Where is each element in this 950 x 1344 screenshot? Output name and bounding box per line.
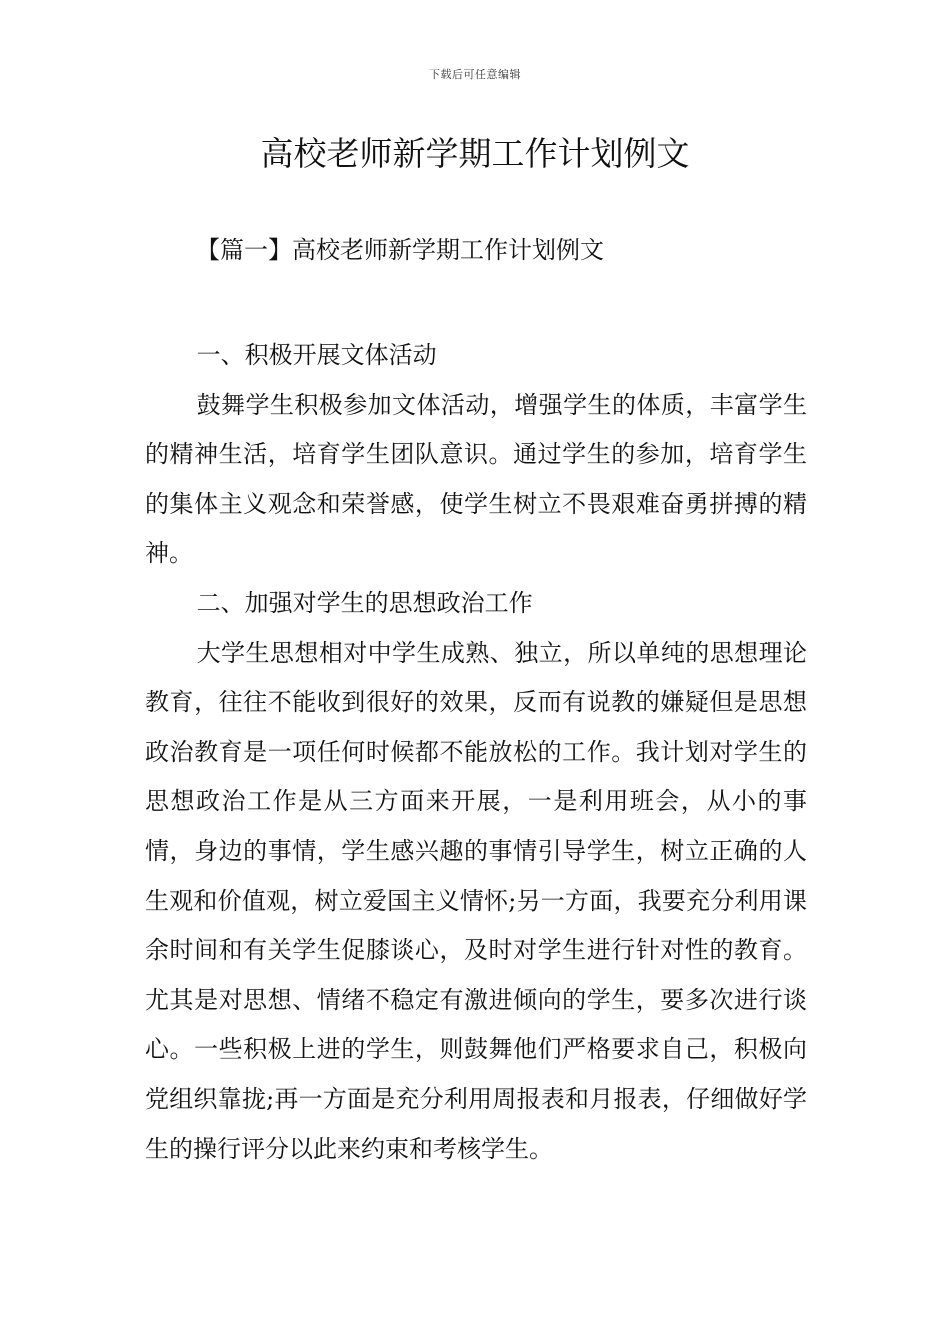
paragraph-2: 大学生思想相对中学生成熟、独立，所以单纯的思想理论教育，往往不能收到很好的效果，反而有说教的嫌疑但是思想政治教育是一项任何时候都不能放松的工作。我计划对学生的思想政治工作是从三方面来开展，一是利用班会，从小的事情，身边的事情，学生感兴趣的事情引导学生，树立正确的人生观和价值观，树立爱国主义情怀;另一方面，我要充分利用课余时间和有关学生促膝谈心，及时对学生进行针对性的教育。尤其是对思想、情绪不稳定有激进倾向的学生，要多次进行谈心。一些积极上进的学生，则鼓舞他们严格要求自己，积极向党组织靠拢;再一方面是充分利用周报表和月报表，仔细做好学生的操行评分以此来约束和考核学生。 [145, 638, 807, 1163]
header-note: 下载后可任意编辑 [429, 68, 521, 81]
section-title: 【篇一】高校老师新学期工作计划例文 [196, 236, 604, 264]
paragraph-1: 鼓舞学生积极参加文体活动，增强学生的体质，丰富学生的精神生活，培育学生团队意识。通过学生的参加，培育学生的集体主义观念和荣誉感，使学生树立不畏艰难奋勇拼搏的精神。 [145, 390, 807, 568]
section-heading-1: 一、积极开展文体活动 [196, 341, 437, 369]
document-title: 高校老师新学期工作计划例文 [260, 134, 690, 173]
section-heading-2: 二、加强对学生的思想政治工作 [196, 588, 533, 617]
document-body [145, 331, 807, 1174]
